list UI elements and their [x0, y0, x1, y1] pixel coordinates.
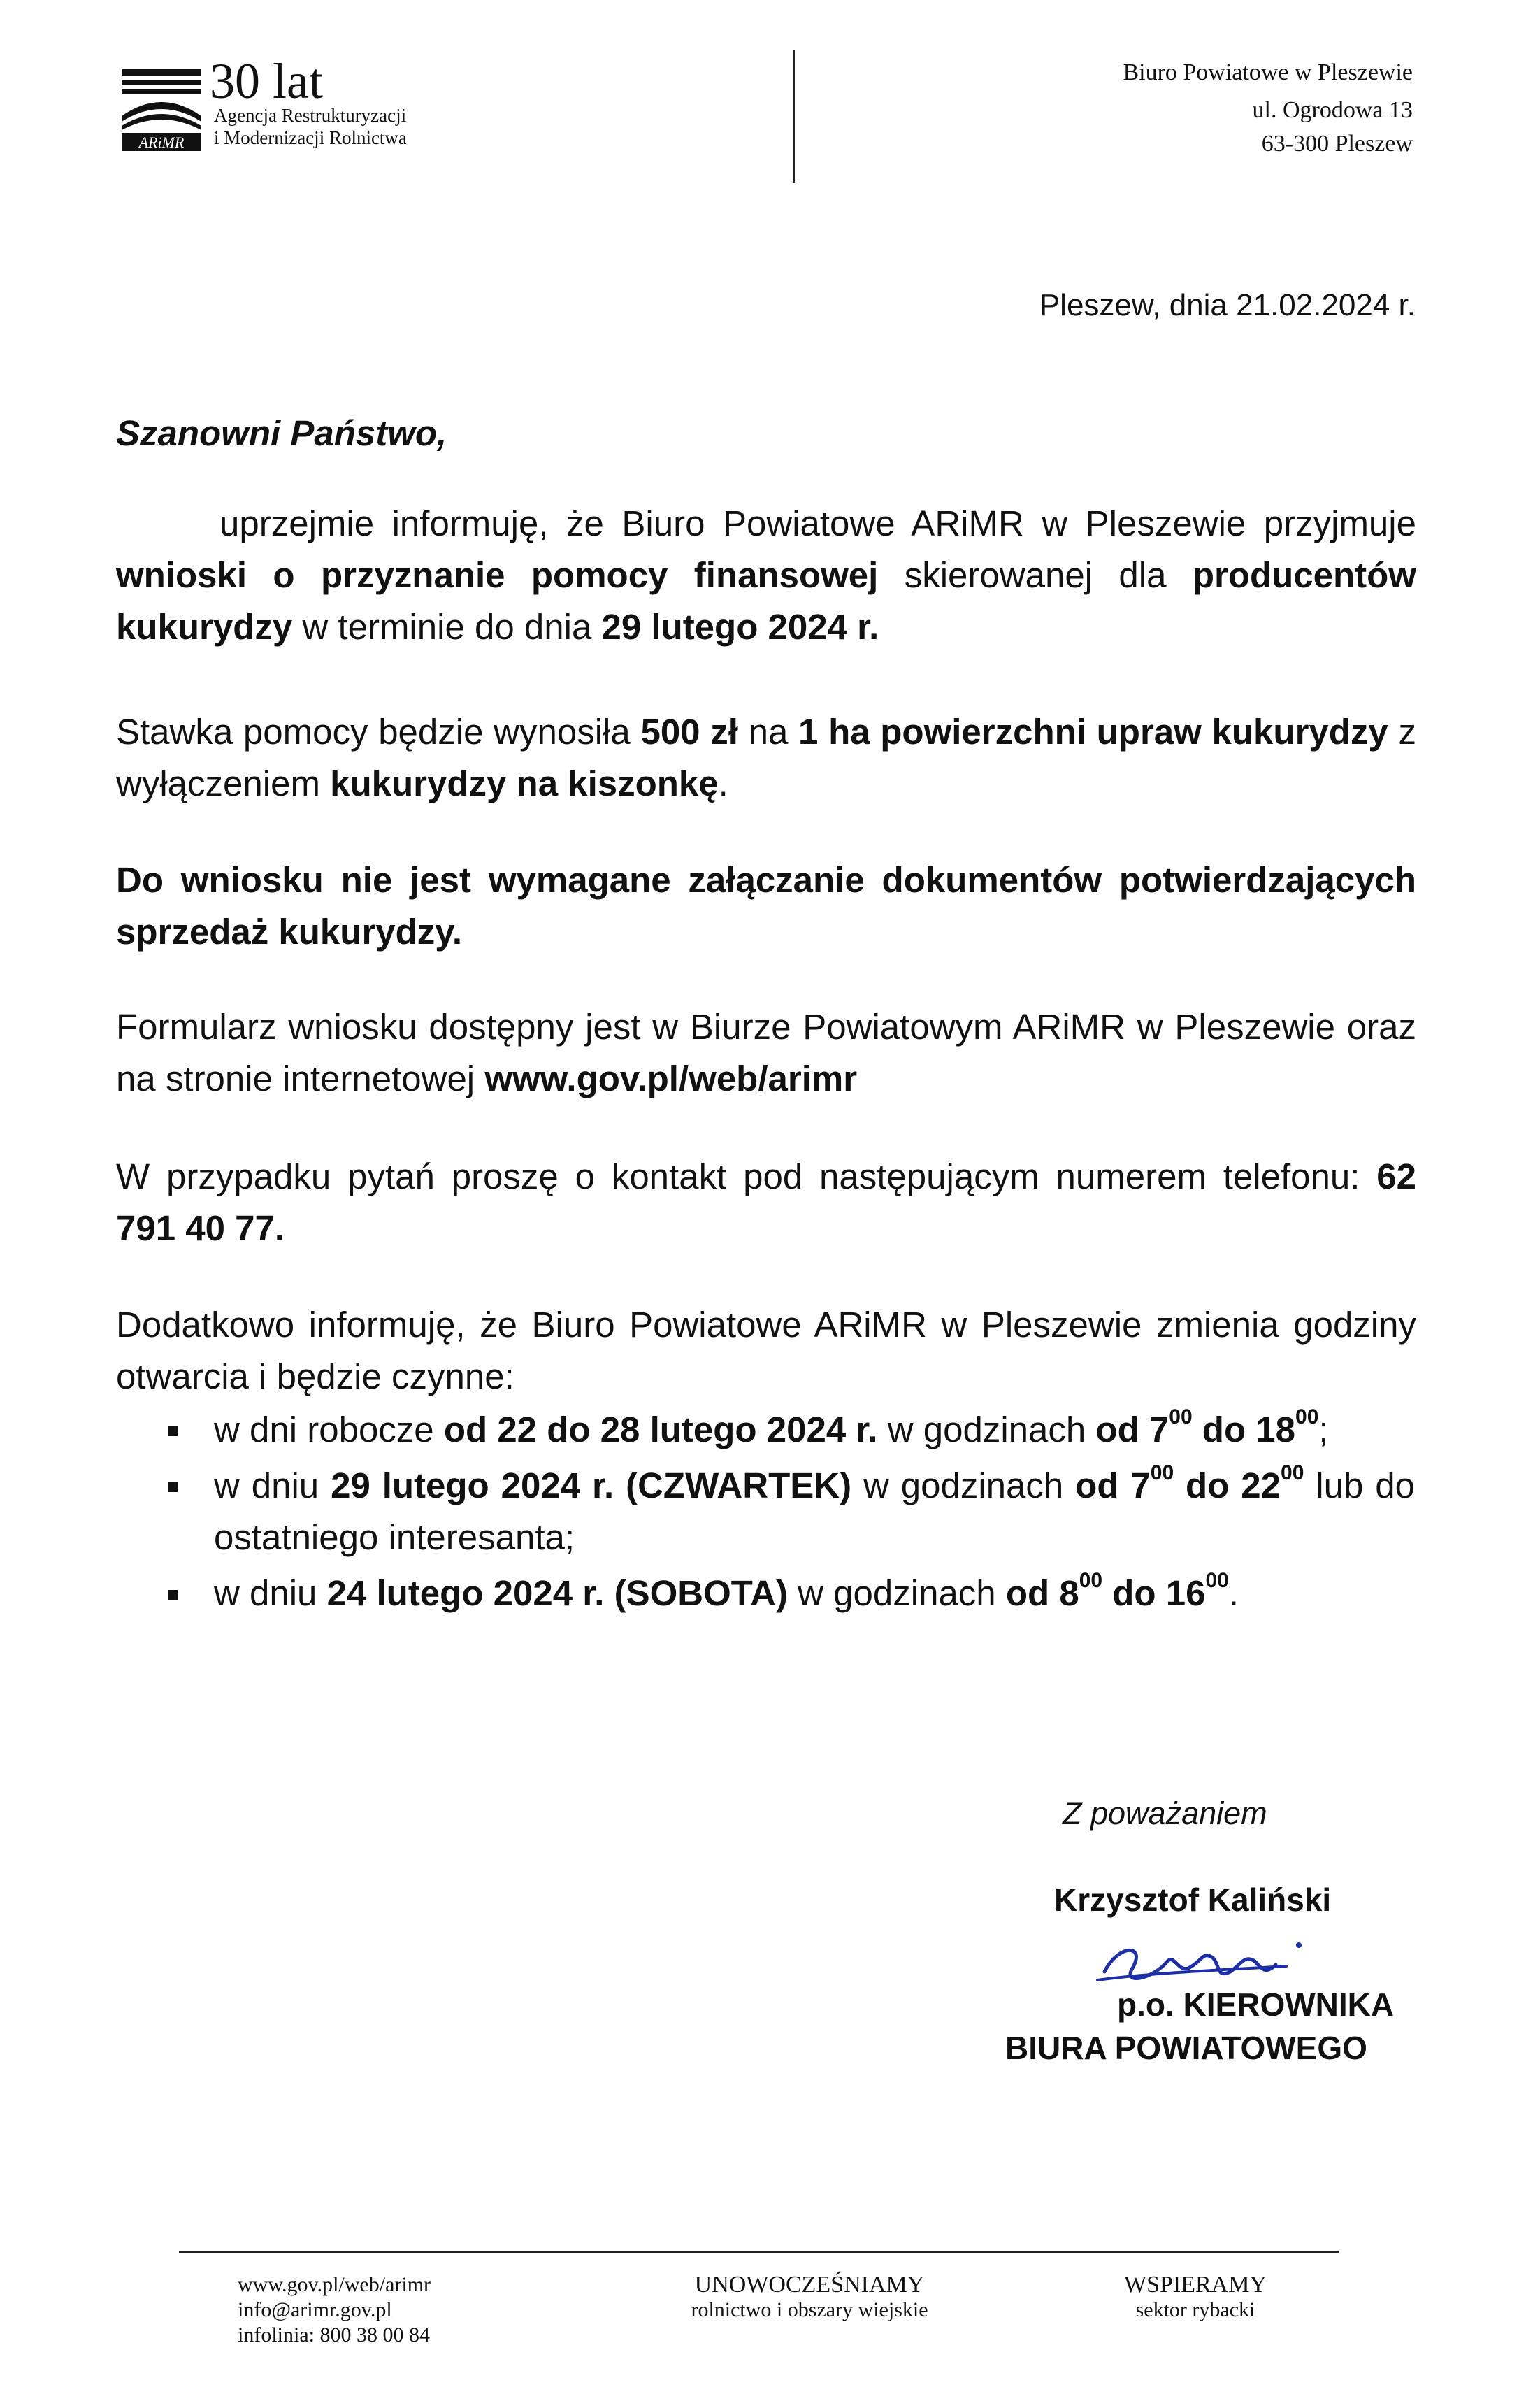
- opening-hours-list: [168, 1404, 1415, 1624]
- logo-mark-text: ARiMR: [138, 134, 185, 151]
- footer-contact: [238, 2272, 431, 2348]
- header-divider: [793, 50, 795, 183]
- list-item: w dniu 29 lutego 2024 r. (CZWARTEK) w godzinach od $7^{00}$ do $22^{00}$ lub do ostatniego interesanta;: [168, 1460, 1415, 1563]
- logo-agency-line1: Agencja Restrukturyzacji: [214, 105, 407, 126]
- footer-modernizing-title: UNOWOCZEŚNIAMY: [694, 2272, 925, 2298]
- paragraph-contact: W przypadku pytań proszę o kontakt pod następującym numerem telefonu: 62 791 40 77.: [116, 1156, 1416, 1248]
- footer-modernizing-sub: rolnictwo i obszary wiejskie: [691, 2298, 928, 2321]
- paragraph-documents: Do wniosku nie jest wymagane załączanie dokumentów potwierdzających sprzedaż kukurydzy.: [116, 860, 1416, 952]
- footer-email[interactable]: info@arimr.gov.pl: [238, 2298, 392, 2321]
- signer-role-line1: p.o. KIEROWNIKA: [1117, 1986, 1395, 2023]
- phone-number: 62 791 40 77.: [116, 1156, 1416, 1248]
- footer-modernizing: [663, 2272, 956, 2323]
- office-name: Biuro Powiatowe w Pleszewie: [1123, 59, 1413, 85]
- list-item: w dniu 24 lutego 2024 r. (SOBOTA) w godzinach od $8^{00}$ do $16^{00}$.: [168, 1568, 1415, 1619]
- office-postal-city: 63-300 Pleszew: [1261, 131, 1413, 157]
- greeting: Szanowni Państwo,: [116, 413, 447, 453]
- footer-hotline: infolinia: 800 38 00 84: [238, 2323, 430, 2346]
- list-item: w dni robocze od 22 do 28 lutego 2024 r. w godzinach od $7^{00}$ do $18^{00}$;: [168, 1404, 1415, 1456]
- website-link[interactable]: www.gov.pl/web/arimr: [484, 1059, 858, 1098]
- closing-phrase: Z poważaniem: [1063, 1796, 1267, 1831]
- arimr-logo: [120, 53, 498, 162]
- footer-supporting-sub: sektor rybacki: [1135, 2298, 1255, 2321]
- footer-website[interactable]: www.gov.pl/web/arimr: [238, 2273, 431, 2296]
- paragraph-form: Formularz wniosku dostępny jest w Biurze Powiatowym ARiMR w Pleszewie oraz na stronie internetowej www.gov.pl/web/arimr: [116, 1007, 1416, 1098]
- logo-anniversary: 30 lat: [210, 53, 323, 109]
- office-street: ul. Ogrodowa 13: [1252, 97, 1413, 123]
- letter-date: Pleszew, dnia 21.02.2024 r.: [1039, 288, 1416, 322]
- paragraph-opening-hours: Dodatkowo informuję, że Biuro Powiatowe ARiMR w Pleszewie zmienia godziny otwarcia i będzie czynne:: [116, 1305, 1416, 1396]
- signer-name: Krzysztof Kaliński: [1054, 1882, 1332, 1918]
- footer-divider: [179, 2251, 1339, 2253]
- footer-supporting: [1097, 2272, 1293, 2323]
- paragraph-applications: uprzejmie informuję, że Biuro Powiatowe ARiMR w Pleszewie przyjmuje wnioski o przyznanie pomocy finansowej skierowanej dla producentów kukurydzy w terminie do dnia 29 lutego 2024 r.: [116, 503, 1416, 647]
- signer-role-line2: BIURA POWIATOWEGO: [1005, 2030, 1367, 2066]
- footer-supporting-title: WSPIERAMY: [1123, 2272, 1267, 2298]
- logo-agency-line2: i Modernizacji Rolnictwa: [214, 127, 407, 148]
- arimr-logo-icon: [120, 67, 203, 152]
- paragraph-rate: Stawka pomocy będzie wynosiła 500 zł na 1 ha powierzchni upraw kukurydzy z wyłączeniem kukurydzy na kiszonkę.: [116, 712, 1416, 803]
